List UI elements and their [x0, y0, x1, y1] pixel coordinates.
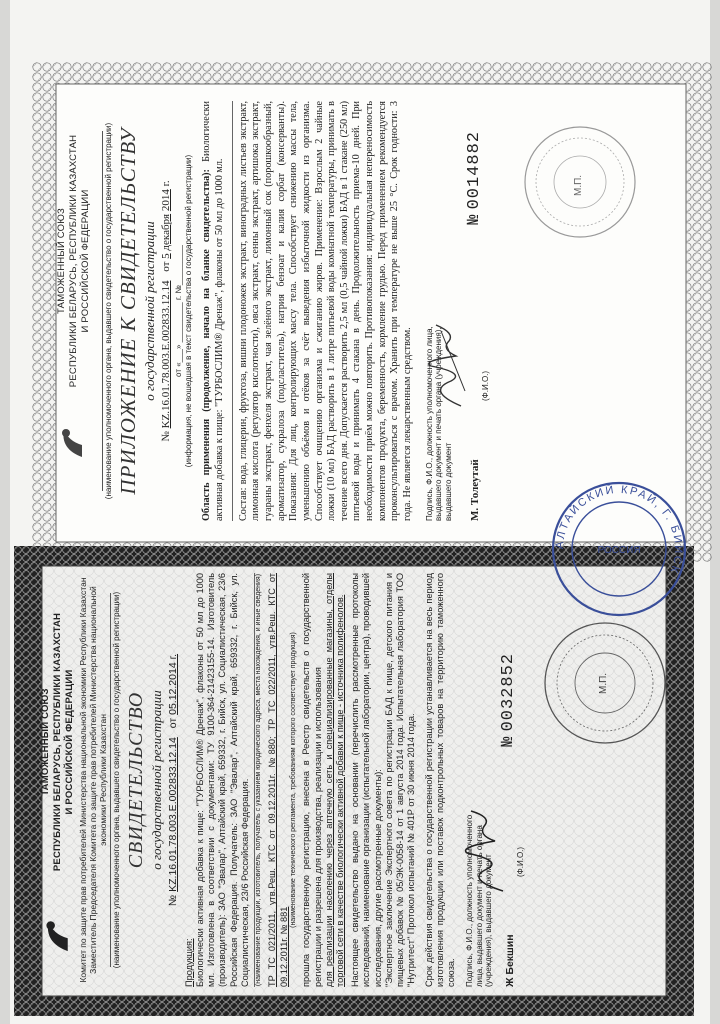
product-label: Продукция:	[183, 938, 194, 987]
authority-caption: (наименование уполномоченного органа, выдавшего свидетельство о государственной регистрации)	[103, 122, 113, 500]
date-month: декабря	[160, 213, 173, 251]
org-line: РЕСПУБЛИКИ БЕЛАРУСЬ, РЕСПУБЛИКИ КАЗАХСТАН	[51, 612, 63, 872]
serial-number: 0014882	[464, 131, 484, 210]
org-line: И РОССИЙСКОЙ ФЕДЕРАЦИИ	[63, 669, 75, 815]
to-cert-line: от «___» _________ г. №_________	[174, 245, 184, 377]
org-line: РЕСПУБЛИКИ БЕЛАРУСЬ, РЕСПУБЛИКИ КАЗАХСТАН	[67, 134, 79, 388]
customs-union-logo-icon	[56, 421, 86, 461]
date-year: 2014	[160, 189, 173, 212]
certificate-header	[40, 573, 179, 987]
scope-text: Биологически активная добавка к пище: "ТУРБОСЛИМ® Дренаж", флаконы от 50 мл до 1000 мл.	[201, 100, 226, 521]
certificate-title: СВИДЕТЕЛЬСТВО	[124, 691, 147, 869]
authority-name: Комитет по защите прав потребителей Министерства национальной экономики Республики Казахстан	[77, 577, 88, 983]
compliance-caption: (наименование технического регламента, требованиям которого соответствует продукция)	[289, 632, 297, 928]
product-section	[184, 573, 251, 987]
certificate-serial: № 0032852	[499, 653, 519, 747]
appendix-subtitle: о государственной регистрации	[142, 221, 158, 401]
signer-name: М. Толеутай	[469, 459, 482, 521]
org-line: ТАМОЖЕННЫЙ СОЮЗ	[40, 688, 51, 796]
signer-caption: Подпись, Ф.И.О., должность уполномоченного лица, выдавшего документ и печать органа (учреждения), выдавшего документ	[465, 814, 494, 987]
appendix-header	[56, 101, 193, 521]
certificate-number-line: № KZ.16.01.78.003.Е.002833.12.14 от 05.12.2014 г.	[166, 653, 179, 907]
appendix-signature-block	[425, 101, 505, 521]
basis-documents: "Экспертное заключение Экспертного совета по регистрации БАД к пище, детского питания и пищевых добавок № 05/ЭК-0058-14 от 1 августа 2014 года. Испытательная лаборатория ТОО "Нутритест" Протокол испытаний № 401Р от 30 июня 2014 года.	[383, 573, 417, 987]
signature-icon	[459, 807, 509, 897]
org-line: ТАМОЖЕННЫЙ СОЮЗ	[56, 208, 67, 315]
to-cert-caption: (информация, не вошедшая в текст свидетельства о государственной регистрации)	[183, 154, 193, 468]
validity-text: Срок действия свидетельства о государственной регистрации устанавливается на весь период изготовления продукции или поставок подконтрольных товаров на территорию таможенного союза.	[423, 573, 456, 987]
register-text: прошла государственную регистрацию, внесена в Реестр свидетельств о государственной регистрации и разрешена для производства, реализации и использования	[301, 573, 323, 987]
scope-heading: Область применения (продолжение, начало на бланке свидетельства):	[201, 169, 213, 521]
registration-number: KZ.16.01.78.003.Е.002833.12.14	[166, 737, 179, 892]
registration-number: KZ.16.01.78.003.Е.002833.12.14	[160, 280, 173, 429]
org-line: И РОССИЙСКОЙ ФЕДЕРАЦИИ	[79, 189, 91, 333]
signer-fio-caption: (Ф.И.О.)	[481, 370, 491, 401]
scan-left-edge	[0, 0, 10, 1024]
product-text: Биологически активная добавка к пище: "ТУРБОСЛИМ® Дренаж", флаконы от 50 мл до 1000 мл. Изготовлена в соответствии с документами: ТУ 9100-364-21423155-14. Изготовитель (производитель): ЗАО "Эвалар", Алтайский край, 659332, г. Бийск, ул. Социалистическая, 23/6 Российская Федерация. Получатель: ЗАО "Эвалар", Алтайский край, 659332, г. Бийск, ул. Социалистическая, 23/6 Российская Федерация.	[195, 573, 250, 987]
usage-text: для реализации населению через аптечную сеть и специализированные магазины, отделы торговой сети в качестве биологически активной добавки к пище - источника полифенолов.	[323, 573, 345, 987]
basis-text: Настоящее свидетельство выдано на основании (перечислить рассмотренные протоколы исследований, наименование организации (испытательной лаборатории, центра), проводившей исследования, другие рассмотренные документы):	[350, 573, 383, 987]
appendix-title: ПРИЛОЖЕНИЕ К СВИДЕТЕЛЬСТВУ	[116, 127, 141, 495]
compliance-text: ТР ТС 021/2011, утв.Реш. КТС от 09.12.2011г. №880; ТР ТС 022/2011, утв.Реш. КТС от 09.12.2011г. № 881	[267, 573, 289, 987]
seal-label-bottom: М.П.	[598, 672, 609, 694]
certificate-signature-block	[465, 573, 535, 987]
signer-caption: Подпись, Ф.И.О., должность уполномоченного лица, выдавшего документ и печать органа (учреждения), выдавшего документ	[424, 326, 453, 521]
serial-number: 0032852	[499, 653, 519, 732]
appendix-serial: № 0014882	[464, 131, 484, 225]
authority-caption: (наименование уполномоченного органа, выдавшего свидетельство о государственной регистрации)	[112, 591, 122, 969]
certificate-subtitle: о государственной регистрации	[148, 690, 164, 870]
product-caption: (наименование продукции, изготовитель, получатель с указанием юридического адреса, места нахождения, и иные сведения)	[255, 573, 263, 987]
deputy-name: Заместитель Председателя Комитета по защите прав потребителей Министерства национальной экономики Республики Казахстан	[87, 586, 108, 974]
customs-union-logo-icon	[40, 911, 72, 957]
company-round-stamp-icon	[548, 478, 690, 620]
signature-icon	[421, 321, 471, 411]
registration-date: 05.12.2014 г.	[166, 653, 179, 715]
main-certificate	[30, 555, 660, 1005]
date-day: 5	[160, 253, 173, 259]
signer-fio-caption: (Ф.И.О.)	[515, 846, 525, 877]
stamp-inner-text: РОССИЯ	[597, 545, 641, 556]
composition-text: Состав: вода, глицерин, фруктоза, вишни плодоножек экстракт, виноградных листьев экстракт, лимонная кислота (регулятор кислотности), овса экстракт, сенны экстракт, артишока экстракт, гуараны экстракт, фенхеля экстракт, чая зелёного экстракт, лимонный сок (порошкообразный, ароматизатор, сукралоза (подсластитель), натрия бензоат и калия сорбат (консерванты). Показания: Для лиц, контролирующих массу тела. Способствует снижению массы тела, уменьшению объёмов и отёков за счёт выведения избыточной жидкости из организма. Способствует очищению организма и сжиганию жиров. Применение: Взрослым 2 чайные ложки (10 мл) БАД растворить в 1 литре питьевой воды комнатной температуры, принимать в течение всего дня. Допускается растворить 2,5 мл (0,5 чайной ложки) БАД в 1 стакане (250 мл) питьевой воды и принимать 4 стакана в день. Продолжительность приема-10 дней. При необходимости приём можно повторить. Противопоказания: индивидуальная непереносимость компонентов продукта, беременность, кормление грудью. Перед применением рекомендуется проконсультироваться с врачом. Хранить при температуре не выше 25 °С. Срок годности: 3 года. Не является лекарственным средством.	[237, 101, 414, 521]
stamp-outer-text: АЛТАЙСКИЙ КРАЙ, Г. БИЙСК	[553, 483, 685, 577]
scope-section	[201, 101, 226, 521]
seal-label-top: М.П.	[573, 174, 584, 196]
appendix-number-line: № KZ.16.01.78.003.Е.002833.12.14 от 5 декабря 2014 г.	[160, 180, 173, 442]
signer-name: Ж Бекшин	[503, 934, 516, 987]
